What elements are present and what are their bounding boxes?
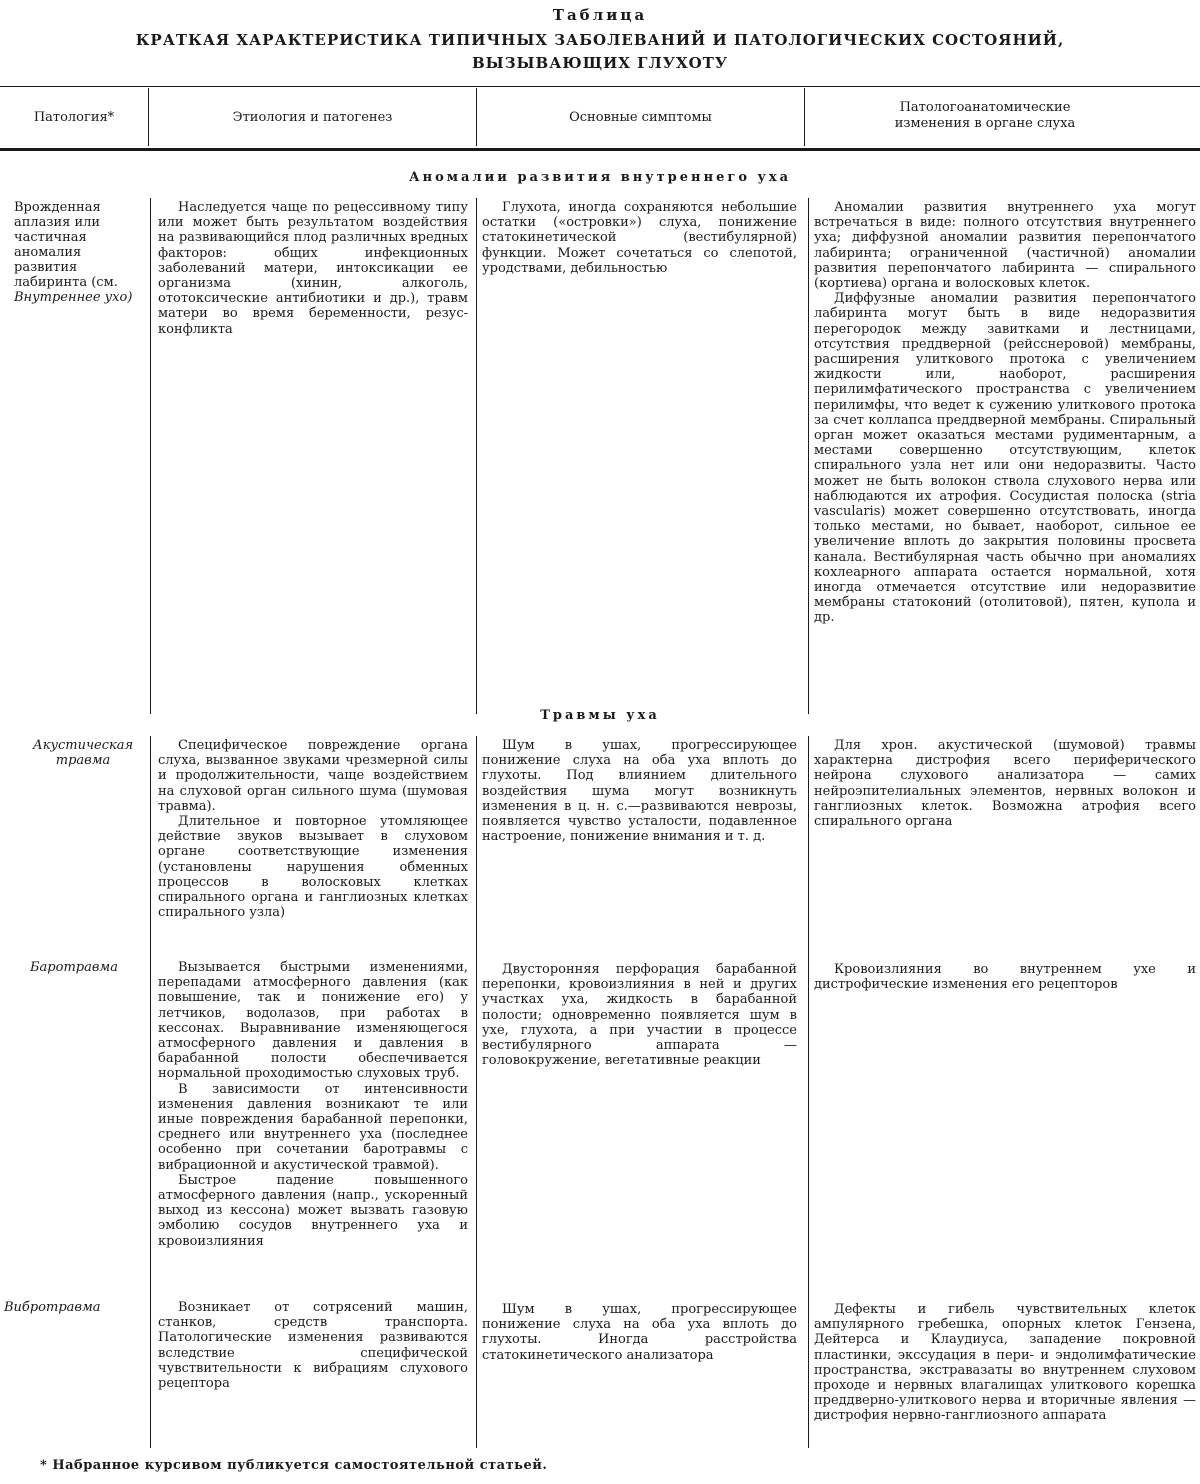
etiology-cell (158, 960, 468, 1249)
pathology-cell (24, 738, 142, 768)
table-title-line-2: ВЫЗЫВАЮЩИХ ГЛУХОТУ (471, 54, 728, 72)
symptoms-paragraph: Шум в ушах, прогрессирующее понижение слуха на оба уха вплоть до глухоты. Под влиянием длительного воздействия шума могут возникнуть изменения в ц. н. с.—развиваются неврозы, появляется чувство усталости, подавленное настроение, понижение внимания и т. д. (482, 738, 797, 845)
etiology-cell (158, 738, 468, 920)
pathology-cell (14, 200, 142, 305)
top-rule (0, 86, 1200, 87)
symptoms-paragraph: Двусторонняя перфорация барабанной перепонки, кровоизлияния в ней и других участках уха, жидкость в барабанной полости; одновременно появляется шум в ухе, глухота, а при участии в процессе вестибулярного аппарата — головокружение, вегетативные реакции (482, 962, 797, 1069)
etiology-cell (158, 200, 468, 337)
header-bottom-rule (0, 148, 1200, 151)
pathology-name: Вибротравма (4, 1300, 101, 1315)
column-header-etiology: Этиология и патогенез (232, 110, 393, 125)
changes-paragraph: Кровоизлияния во внутреннем ухе и дистрофические изменения его рецепторов (814, 962, 1196, 993)
changes-cell (814, 1302, 1196, 1424)
changes-paragraph: Для хрон. акустической (шумовой) травмы характерна дистрофия всего периферического нейрона слухового анализатора — самих нейроэпителиальных элементов, нервных волокон и ганглиозных клеток. Возможна атрофия всего спирального органа (814, 738, 1196, 830)
column-divider-3 (808, 198, 809, 714)
pathology-cross-reference: Внутреннее ухо) (14, 290, 133, 305)
etiology-cell (158, 1300, 468, 1391)
changes-paragraph: Диффузные аномалии развития перепончатого лабиринта могут быть в виде недоразвития перегородок между завитками и лестницами, отсутствия преддверной (рейсснеровой) мембраны, расширения улиткового протока с увеличением жидкости или, наоборот, расширения перилимфатического пространства с увеличением перилимфы, что ведет к сужению улиткового протока за счет коллапса преддверной мембраны. Спиральный орган может оказаться местами рудиментарным, а местами совершенно отсутствующим, клеток спирального узла нет или они недоразвиты. Часто может не быть волокон ствола слухового нерва или наблюдаются их атрофия. Сосудистая полоска (stria vascularis) может совершенно отсутствовать, иногда только местами, но бывает, наоборот, сильное ее увеличение вплоть до закрытия половины просвета канала. Вестибулярная часть обычно при аномалиях кохлеарного аппарата остается нормальной, хотя иногда отмечается отсутствие или недоразвитие мембраны статоконий (отолитовой), пятен, купола и др. (814, 291, 1196, 626)
changes-cell (814, 200, 1196, 626)
symptoms-cell (482, 1302, 797, 1363)
changes-paragraph: Аномалии развития внутреннего уха могут встречаться в виде: полного отсутствия внутреннего уха; диффузной аномалии развития перепончатого лабиринта; ограниченной (частичной) аномалии развития перепончатого лабиринта — спирального (кортиева) органа и волосковых клеток. (814, 200, 1196, 292)
column-divider-3 (808, 736, 809, 1448)
etiology-paragraph: Возникает от сотрясений машин, станков, средств транспорта. Патологические изменения развиваются вследствие специфической чувствительности к вибрациям слухового рецептора (158, 1300, 468, 1392)
column-header-symptoms: Основные симптомы (569, 110, 712, 125)
column-header-pathology: Патология* (33, 110, 115, 125)
symptoms-cell (482, 962, 797, 1068)
pathology-name: Акустическая травма (32, 738, 134, 768)
pathology-cell (4, 1300, 142, 1315)
header-divider-3 (804, 88, 805, 146)
column-divider-1 (150, 198, 151, 714)
changes-cell (814, 962, 1196, 992)
etiology-paragraph: Длительное и повторное утомляющее действие звуков вызывает в слуховом органе соответствующие изменения (установлены нарушения обменных процессов в волосковых клетках спирального органа и ганглиозных клетках спирального узла) (158, 814, 468, 921)
etiology-paragraph: Наследуется чаще по рецессивному типу или может быть результатом воздействия на развивающийся плод различных вредных факторов: общих инфекционных заболеваний матери, интоксикации ее организма (хинин, алкоголь, ототоксические антибиотики и др.), травм матери во время беременности, резус-конфликта (158, 200, 468, 337)
etiology-paragraph: Специфическое повреждение органа слуха, вызванное звуками чрезмерной силы и продолжительности, чаще воздействием на слуховой орган сильного шума (шумовая травма). (158, 738, 468, 814)
column-divider-2 (476, 198, 477, 714)
symptoms-cell (482, 738, 797, 844)
etiology-paragraph: Вызывается быстрыми изменениями, перепадами атмосферного давления (как повышение, так и понижение его) у летчиков, водолазов, при работах в кессонах. Выравнивание изменяющегося атмосферного давления и давления в барабанной полости обеспечивается нормальной проходимостью слуховых труб. (158, 960, 468, 1082)
table-title-line-1: КРАТКАЯ ХАРАКТЕРИСТИКА ТИПИЧНЫХ ЗАБОЛЕВАНИЙ И ПАТОЛОГИЧЕСКИХ СОСТОЯНИЙ, (135, 31, 1065, 49)
changes-cell (814, 738, 1196, 829)
pathology-name: Врожденная аплазия или частичная аномалия развития лабиринта (см. (14, 200, 118, 290)
column-header-changes: Патологоанатомические изменения в органе слуха (894, 100, 1076, 131)
pathology-name: Баротравма (30, 960, 118, 975)
etiology-paragraph: В зависимости от интенсивности изменения давления возникают те или иные повреждения барабанной перепонки, среднего или внутреннего уха (последнее особенно при сочетании баротравмы с вибрационной и акустической травмой). (158, 1081, 468, 1173)
symptoms-paragraph: Глухота, иногда сохраняются небольшие остатки («островки») слуха, понижение статокинетической (вестибулярной) функции. Может сочетаться со слепотой, уродствами, дебильностью (482, 200, 797, 276)
footnote: * Набранное курсивом публикуется самостоятельной статьей. (40, 1458, 548, 1473)
section-title: Аномалии развития внутреннего уха (408, 170, 792, 185)
section-title: Травмы уха (540, 708, 660, 723)
column-divider-2 (476, 736, 477, 1448)
changes-paragraph: Дефекты и гибель чувствительных клеток ампулярного гребешка, опорных клеток Гензена, Дейтерса и Клаудиуса, западение покровной пластинки, экссудация в пери- и эндолимфатические пространства, экстравазаты во внутреннем слуховом проходе и нервных влагалищах улиткового корешка преддверно-улиткового нерва и вторичные явления — дистрофия нервно-ганглиозного аппарата (814, 1302, 1196, 1424)
table-caption: Таблица (552, 6, 648, 24)
pathology-cell (30, 960, 142, 975)
etiology-paragraph: Быстрое падение повышенного атмосферного давления (напр., ускоренный выход из кессона) может вызвать газовую эмболию сосудов внутреннего уха и кровоизлияния (158, 1172, 468, 1249)
column-divider-1 (150, 736, 151, 1448)
symptoms-paragraph: Шум в ушах, прогрессирующее понижение слуха на оба уха вплоть до глухоты. Иногда расстройства статокинетического анализатора (482, 1302, 797, 1363)
symptoms-cell (482, 200, 797, 276)
